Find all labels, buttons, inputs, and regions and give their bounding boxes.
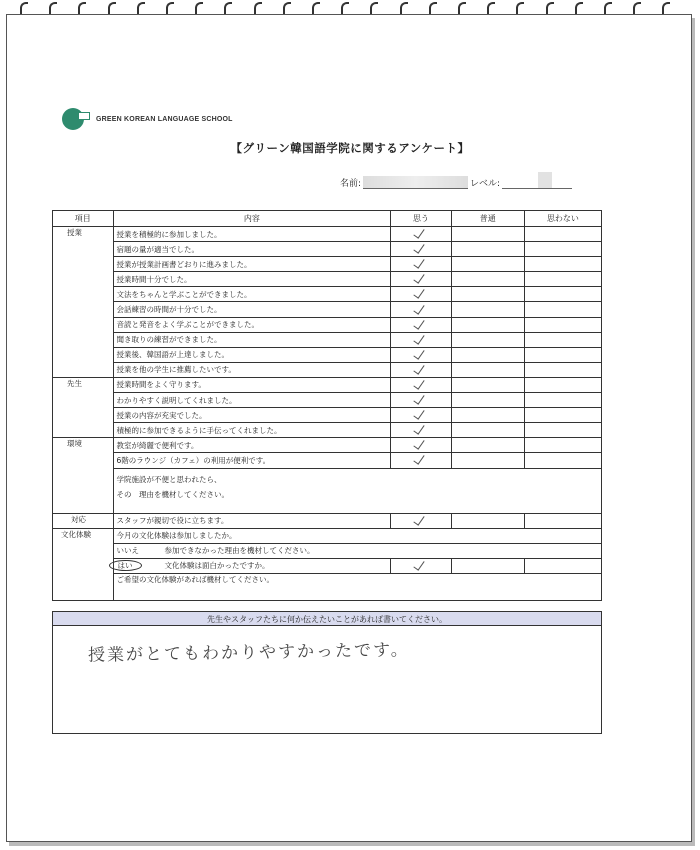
survey-table xyxy=(52,210,602,601)
checkmark-icon xyxy=(413,258,429,268)
culture-no-text: 参加できなかった理由を機材してください。 xyxy=(164,546,315,556)
table-row xyxy=(53,362,602,377)
header-neutral: 普通 xyxy=(451,211,524,227)
table-row xyxy=(53,302,602,317)
disagree-cell[interactable] xyxy=(524,257,601,272)
row-text: 音読と発音をよく学ぶことができました。 xyxy=(113,317,391,332)
disagree-cell[interactable] xyxy=(524,272,601,287)
culture-request-text: ご希望の文化体験があれば機材してください。 xyxy=(116,574,275,584)
disagree-cell[interactable] xyxy=(524,513,601,528)
checkmark-icon xyxy=(413,364,429,374)
table-row xyxy=(53,242,602,257)
table-row xyxy=(53,513,602,528)
checkmark-icon xyxy=(413,379,429,389)
neutral-cell[interactable] xyxy=(451,513,524,528)
facility-note-cell[interactable] xyxy=(113,468,601,513)
table-row xyxy=(53,377,602,392)
survey-title: 【グリーン韓国語学院に関するアンケート】 xyxy=(230,141,470,155)
neutral-cell[interactable] xyxy=(451,227,524,242)
checkmark-icon xyxy=(413,424,429,434)
category-kankyo: 環境 xyxy=(53,438,114,513)
neutral-cell[interactable] xyxy=(451,287,524,302)
header-content: 内容 xyxy=(113,211,391,227)
checkmark-icon xyxy=(413,319,429,329)
neutral-cell[interactable] xyxy=(451,453,524,468)
disagree-cell[interactable] xyxy=(524,377,601,392)
row-text: 6階のラウンジ（カフェ）の利用が便利です。 xyxy=(113,453,391,468)
checkmark-icon xyxy=(413,288,429,298)
checkmark-icon xyxy=(413,334,429,344)
table-row xyxy=(53,332,602,347)
table-row xyxy=(53,272,602,287)
neutral-cell[interactable] xyxy=(451,393,524,408)
table-row xyxy=(53,287,602,302)
row-text: 聞き取りの練習ができました。 xyxy=(113,332,391,347)
facility-note-line2: その 理由を機材してください。 xyxy=(116,489,230,499)
disagree-cell[interactable] xyxy=(524,362,601,377)
disagree-cell[interactable] xyxy=(524,302,601,317)
table-row xyxy=(53,528,602,543)
name-label: 名前: xyxy=(340,179,362,189)
agree-cell[interactable] xyxy=(391,257,452,272)
disagree-cell[interactable] xyxy=(524,438,601,453)
level-label: レベル: xyxy=(470,179,501,189)
table-header-row xyxy=(53,211,602,227)
agree-cell[interactable] xyxy=(391,362,452,377)
table-row xyxy=(53,468,602,513)
row-text: 授業時間をよく守ります。 xyxy=(113,377,391,392)
row-text: わかりやすく説明してくれました。 xyxy=(113,393,391,408)
facility-note-line1: 学院施設が不便と思われたら、 xyxy=(116,474,222,484)
table-row xyxy=(53,347,602,362)
disagree-cell[interactable] xyxy=(524,408,601,423)
category-sensei: 先生 xyxy=(53,377,114,437)
neutral-cell[interactable] xyxy=(451,423,524,438)
agree-cell[interactable] xyxy=(391,558,452,573)
row-text: 教室が綺麗で便利です。 xyxy=(113,438,391,453)
checkmark-icon xyxy=(413,439,429,449)
category-bunka: 文化体験 xyxy=(53,528,114,600)
neutral-cell[interactable] xyxy=(451,272,524,287)
culture-question: 今月の文化体験は参加しましたか。 xyxy=(113,528,601,543)
culture-request-cell[interactable] xyxy=(113,573,601,600)
row-text: 授業の内容が充実でした。 xyxy=(113,408,391,423)
neutral-cell[interactable] xyxy=(451,347,524,362)
row-text: 積極的に参加できるように手伝ってくれました。 xyxy=(113,423,391,438)
agree-cell[interactable] xyxy=(391,317,452,332)
neutral-cell[interactable] xyxy=(451,558,524,573)
checkmark-icon xyxy=(413,243,429,253)
agree-cell[interactable] xyxy=(391,272,452,287)
checkmark-icon xyxy=(413,228,429,238)
row-text: 授業を積極的に参加しました。 xyxy=(113,227,391,242)
culture-no-label: いいえ xyxy=(116,546,140,556)
table-row xyxy=(53,438,602,453)
handwritten-answer: 授業がとてもわかりやすかったです。 xyxy=(87,640,410,666)
disagree-cell[interactable] xyxy=(524,227,601,242)
header-category: 項目 xyxy=(53,211,114,227)
checkmark-icon xyxy=(413,454,429,464)
disagree-cell[interactable] xyxy=(524,558,601,573)
row-text: 授業時間十分でした。 xyxy=(113,272,391,287)
category-jugyo: 授業 xyxy=(53,227,114,378)
header-disagree: 思わない xyxy=(524,211,601,227)
disagree-cell[interactable] xyxy=(524,393,601,408)
neutral-cell[interactable] xyxy=(451,302,524,317)
checkmark-icon xyxy=(413,560,429,570)
table-row xyxy=(53,257,602,272)
disagree-cell[interactable] xyxy=(524,453,601,468)
disagree-cell[interactable] xyxy=(524,242,601,257)
disagree-cell[interactable] xyxy=(524,423,601,438)
agree-cell[interactable] xyxy=(391,408,452,423)
category-taio: 対応 xyxy=(53,513,114,528)
checkmark-icon xyxy=(413,304,429,314)
neutral-cell[interactable] xyxy=(451,362,524,377)
neutral-cell[interactable] xyxy=(451,257,524,272)
row-text: 授業が授業計画書どおりに進みました。 xyxy=(113,257,391,272)
disagree-cell[interactable] xyxy=(524,332,601,347)
agree-cell[interactable] xyxy=(391,453,452,468)
table-row xyxy=(53,558,602,573)
neutral-cell[interactable] xyxy=(451,317,524,332)
agree-cell[interactable] xyxy=(391,287,452,302)
header-agree: 思う xyxy=(391,211,452,227)
school-logo xyxy=(62,108,233,130)
table-row xyxy=(53,573,602,600)
disagree-cell[interactable] xyxy=(524,347,601,362)
table-row xyxy=(53,453,602,468)
row-text: 授業を他の学生に推薦したいです。 xyxy=(113,362,391,377)
message-prompt-bar: 先生やスタッフたちに何か伝えたいことがあれば書いてください。 xyxy=(52,611,602,626)
checkmark-icon xyxy=(413,515,429,525)
name-level-line xyxy=(340,176,572,189)
culture-yes-label[interactable]: はい xyxy=(109,560,142,571)
agree-cell[interactable] xyxy=(391,393,452,408)
culture-yes-row xyxy=(113,558,391,573)
neutral-cell[interactable] xyxy=(451,438,524,453)
agree-cell[interactable] xyxy=(391,332,452,347)
agree-cell[interactable] xyxy=(391,227,452,242)
level-field-redacted xyxy=(502,176,572,189)
checkmark-icon xyxy=(413,409,429,419)
agree-cell[interactable] xyxy=(391,347,452,362)
row-text: 宿題の量が適当でした。 xyxy=(113,242,391,257)
table-row xyxy=(53,393,602,408)
logo-mark-icon xyxy=(62,108,90,130)
table-row xyxy=(53,317,602,332)
table-row xyxy=(53,227,602,242)
table-row xyxy=(53,543,602,558)
table-row xyxy=(53,423,602,438)
neutral-cell[interactable] xyxy=(451,242,524,257)
agree-cell[interactable] xyxy=(391,302,452,317)
table-row xyxy=(53,408,602,423)
row-text: 文法をちゃんと学ぶことができました。 xyxy=(113,287,391,302)
disagree-cell[interactable] xyxy=(524,287,601,302)
checkmark-icon xyxy=(413,273,429,283)
agree-cell[interactable] xyxy=(391,438,452,453)
disagree-cell[interactable] xyxy=(524,317,601,332)
checkmark-icon xyxy=(413,349,429,359)
neutral-cell[interactable] xyxy=(451,332,524,347)
row-text: 授業後、韓国語が上達しました。 xyxy=(113,347,391,362)
culture-yes-text: 文化体験は面白かったですか。 xyxy=(164,561,270,571)
row-text: 会話練習の時間が十分でした。 xyxy=(113,302,391,317)
agree-cell[interactable] xyxy=(391,513,452,528)
agree-cell[interactable] xyxy=(391,242,452,257)
name-field-redacted xyxy=(363,176,468,189)
agree-cell[interactable] xyxy=(391,423,452,438)
culture-no-row[interactable] xyxy=(113,543,601,558)
checkmark-icon xyxy=(413,394,429,404)
neutral-cell[interactable] xyxy=(451,377,524,392)
neutral-cell[interactable] xyxy=(451,408,524,423)
logo-text: GREEN KOREAN LANGUAGE SCHOOL xyxy=(96,115,233,123)
row-text: スタッフが親切で役に立ちます。 xyxy=(113,513,391,528)
agree-cell[interactable] xyxy=(391,377,452,392)
